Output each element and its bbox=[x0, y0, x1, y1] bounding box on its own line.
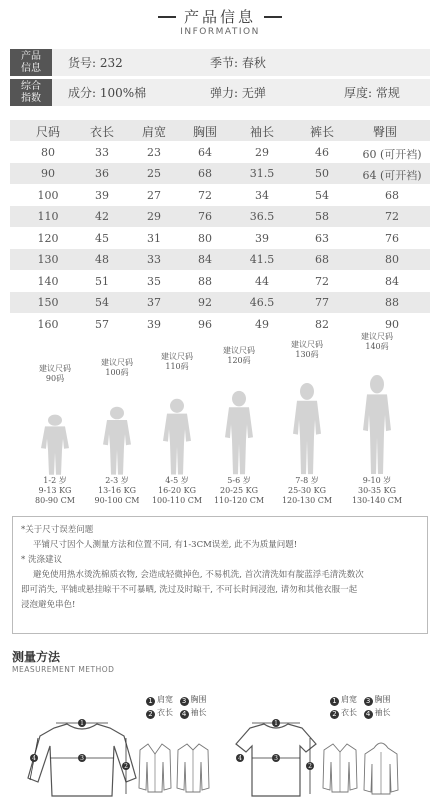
size-table-cell: 37 bbox=[147, 296, 161, 309]
kid-suggest-label: 建议尺码 bbox=[101, 358, 133, 367]
size-table-cell: 96 bbox=[198, 317, 212, 331]
size-table-cell: 72 bbox=[315, 274, 329, 288]
size-table-cell: 48 bbox=[95, 253, 109, 266]
size-table-header-cell: 尺码 bbox=[35, 125, 60, 139]
size-table-cell: 54 bbox=[315, 188, 329, 202]
size-table-cell: 29 bbox=[255, 145, 269, 159]
size-table-cell: 140 bbox=[37, 274, 59, 288]
size-table-cell: 39 bbox=[147, 317, 161, 331]
kid-weight: 20-25 KG bbox=[220, 486, 258, 495]
legend-label: 衣长 bbox=[341, 708, 357, 717]
kid-weight: 25-30 KG bbox=[288, 486, 326, 495]
kid-height: 120-130 CM bbox=[281, 496, 333, 505]
kid-height: 130-140 CM bbox=[351, 496, 403, 505]
size-table-cell: 90 bbox=[41, 167, 55, 180]
svg-text:1: 1 bbox=[274, 720, 278, 727]
size-table-header-cell: 袖长 bbox=[249, 125, 274, 139]
notes-line: *关于尺寸误差问题 bbox=[21, 525, 94, 535]
size-table-cell: 36 bbox=[95, 167, 109, 180]
size-table-cell: 42 bbox=[95, 210, 109, 223]
size-table-cell: 60 (可开裆) bbox=[362, 147, 422, 161]
size-table-row bbox=[10, 142, 430, 163]
kid-age: 5-6 岁 bbox=[227, 476, 251, 485]
kid-size-figure bbox=[20, 364, 90, 506]
measurement-title: 测量方法 bbox=[12, 650, 61, 664]
legend-label: 胸围 bbox=[190, 695, 207, 704]
kid-size-label: 100码 bbox=[105, 368, 129, 377]
kid-suggest-label: 建议尺码 bbox=[39, 364, 71, 373]
notes-line: 即可消失, 平铺或悬挂晾干不可暴晒, 洗过及时晾干, 不可长时间浸泡, 请勿和其他衣服一起 bbox=[21, 585, 358, 595]
size-table-cell: 45 bbox=[95, 231, 109, 245]
size-table-cell: 46.5 bbox=[249, 296, 275, 309]
size-table-cell: 49 bbox=[255, 317, 269, 331]
size-table-cell: 44 bbox=[255, 274, 269, 288]
size-table-cell: 80 bbox=[385, 253, 399, 266]
legend-num: 2 bbox=[146, 710, 155, 719]
size-table-cell: 68 bbox=[315, 253, 329, 266]
child-silhouette-icon bbox=[35, 414, 75, 476]
kid-age: 7-8 岁 bbox=[295, 476, 319, 485]
kid-size-label: 90码 bbox=[45, 374, 65, 383]
kid-size-label: 110码 bbox=[165, 362, 189, 371]
size-table-cell: 54 bbox=[95, 296, 109, 309]
hoodie-icon bbox=[362, 740, 400, 796]
size-table-cell: 72 bbox=[385, 210, 399, 223]
size-table-cell: 63 bbox=[315, 231, 329, 245]
size-table-cell: 36.5 bbox=[249, 210, 275, 223]
size-table-cell: 80 bbox=[198, 231, 212, 245]
legend-short-sleeve bbox=[330, 693, 391, 719]
product-info-tag bbox=[10, 49, 52, 76]
svg-text:3: 3 bbox=[274, 755, 278, 762]
legend-label: 肩宽 bbox=[341, 695, 357, 704]
kid-age: 9-10 岁 bbox=[362, 476, 392, 485]
size-table-cell: 160 bbox=[37, 317, 59, 331]
child-silhouette-icon bbox=[157, 398, 197, 476]
legend-num: 4 bbox=[180, 710, 189, 719]
kid-height: 110-120 CM bbox=[213, 496, 265, 505]
size-table-cell: 51 bbox=[95, 274, 109, 288]
size-table-cell: 80 bbox=[41, 145, 55, 159]
header-subtitle: INFORMATION bbox=[180, 27, 260, 37]
coat-icon bbox=[322, 742, 358, 794]
legend-label: 袖长 bbox=[190, 708, 207, 717]
notes-line: 浸泡避免串色! bbox=[21, 600, 76, 610]
size-table-row bbox=[10, 249, 430, 270]
kid-weight: 16-20 KG bbox=[158, 486, 196, 495]
kid-weight: 9-13 KG bbox=[38, 486, 72, 495]
legend-num: 2 bbox=[330, 710, 339, 719]
svg-text:4: 4 bbox=[238, 755, 242, 762]
child-silhouette-icon bbox=[357, 374, 397, 476]
size-table-cell: 27 bbox=[147, 188, 161, 202]
material-value: 成分: 100%棉 bbox=[68, 86, 147, 100]
kid-height: 90-100 CM bbox=[94, 496, 140, 505]
kid-suggest-label: 建议尺码 bbox=[361, 332, 393, 341]
size-table-cell: 76 bbox=[198, 210, 212, 223]
size-table-row bbox=[10, 228, 430, 249]
size-table-cell: 29 bbox=[147, 210, 161, 223]
legend-label: 衣长 bbox=[157, 708, 173, 717]
kid-size-figure bbox=[272, 340, 342, 506]
product-info-row bbox=[10, 49, 430, 76]
jacket-icon bbox=[138, 742, 172, 794]
kid-suggest-label: 建议尺码 bbox=[291, 340, 323, 349]
size-table-cell: 25 bbox=[147, 167, 161, 180]
product-info-tag-label: 产品 信息 bbox=[21, 51, 41, 74]
size-table-row bbox=[10, 292, 430, 313]
care-notes bbox=[12, 516, 428, 634]
composite-index-tag-label: 综合 指数 bbox=[21, 81, 41, 104]
size-table-cell: 77 bbox=[315, 296, 329, 309]
size-table-row bbox=[10, 185, 430, 206]
size-table-cell: 50 bbox=[315, 167, 329, 180]
size-table-cell: 82 bbox=[315, 317, 329, 331]
size-table-cell: 23 bbox=[147, 145, 161, 159]
size-table-header-cell: 肩宽 bbox=[141, 125, 166, 139]
size-table-cell: 84 bbox=[385, 274, 399, 288]
kid-age: 1-2 岁 bbox=[43, 476, 67, 485]
size-table-cell: 41.5 bbox=[249, 253, 275, 266]
size-table-cell: 33 bbox=[95, 145, 109, 159]
size-table-cell: 130 bbox=[37, 253, 59, 266]
kid-size-label: 130码 bbox=[295, 350, 319, 359]
size-table-header-cell: 臀围 bbox=[372, 125, 397, 139]
kid-suggest-label: 建议尺码 bbox=[161, 352, 193, 361]
size-table-cell: 64 bbox=[198, 145, 212, 159]
legend-long-sleeve bbox=[146, 693, 207, 719]
kid-height: 80-90 CM bbox=[35, 496, 75, 505]
size-table-cell: 64 (可开裆) bbox=[362, 169, 422, 182]
size-table-cell: 34 bbox=[255, 188, 269, 202]
size-table-cell: 39 bbox=[255, 231, 269, 245]
size-table-row bbox=[10, 163, 430, 184]
size-table-cell: 72 bbox=[198, 188, 212, 202]
size-table-header bbox=[10, 120, 430, 141]
notes-line: * 洗涤建议 bbox=[21, 555, 62, 565]
kid-size-figure bbox=[204, 346, 274, 506]
measurement-subtitle: MEASUREMENT METHOD bbox=[12, 665, 115, 674]
size-table-cell: 39 bbox=[95, 188, 109, 202]
size-table-cell: 33 bbox=[147, 253, 161, 266]
shirt-icon bbox=[176, 742, 210, 794]
svg-text:4: 4 bbox=[32, 755, 36, 762]
sku-value: 货号: 232 bbox=[68, 56, 123, 70]
size-table-cell: 92 bbox=[198, 296, 212, 309]
notes-line: 平铺尺寸因个人测量方法和位置不同, 有1-3CM误差, 此不为质量问题! bbox=[33, 540, 298, 550]
svg-text:1: 1 bbox=[80, 720, 84, 727]
svg-text:3: 3 bbox=[80, 755, 84, 762]
header-title: 产品信息 bbox=[183, 8, 256, 26]
size-table-header-cell: 裤长 bbox=[309, 125, 334, 139]
size-table-cell: 68 bbox=[198, 167, 212, 180]
thickness-value: 厚度: 常规 bbox=[344, 86, 400, 100]
kid-age: 4-5 岁 bbox=[165, 476, 189, 485]
kid-size-figure bbox=[142, 352, 212, 506]
legend-label: 袖长 bbox=[374, 708, 391, 717]
kid-suggest-label: 建议尺码 bbox=[223, 346, 255, 355]
legend-num: 1 bbox=[146, 697, 155, 706]
size-table-header-cell: 胸围 bbox=[192, 125, 217, 139]
kid-weight: 13-16 KG bbox=[98, 486, 136, 495]
child-silhouette-icon bbox=[287, 382, 327, 476]
svg-text:2: 2 bbox=[308, 763, 312, 770]
long-sleeve-diagram bbox=[22, 718, 142, 798]
size-table-cell: 100 bbox=[37, 188, 59, 202]
composite-index-tag bbox=[10, 79, 52, 106]
size-table-cell: 84 bbox=[198, 253, 212, 266]
season-value: 季节: 春秋 bbox=[210, 56, 266, 70]
kid-size-label: 140码 bbox=[365, 342, 389, 351]
size-table-cell: 46 bbox=[315, 145, 329, 159]
size-table-cell: 31.5 bbox=[249, 167, 275, 180]
header-right-line bbox=[264, 16, 282, 18]
size-table-cell: 57 bbox=[95, 317, 109, 331]
legend-label: 胸围 bbox=[374, 695, 391, 704]
info-header bbox=[0, 4, 440, 40]
legend-num: 3 bbox=[364, 697, 373, 706]
size-table-header-cell: 衣长 bbox=[89, 125, 114, 139]
size-table-cell: 110 bbox=[37, 210, 59, 223]
size-table-cell: 58 bbox=[315, 210, 329, 223]
legend-num: 4 bbox=[364, 710, 373, 719]
child-silhouette-icon bbox=[97, 406, 137, 476]
composite-index-row bbox=[10, 79, 430, 106]
legend-num: 3 bbox=[180, 697, 189, 706]
size-table-cell: 88 bbox=[385, 296, 399, 309]
size-table-cell: 90 bbox=[385, 317, 399, 331]
kid-weight: 30-35 KG bbox=[358, 486, 396, 495]
kid-size-figure bbox=[342, 332, 412, 506]
notes-line: 避免使用热水烫洗棉质衣物, 会造成轻微掉色, 不易机洗, 首次清洗如有靛蓝浮毛清洗数次 bbox=[33, 570, 364, 580]
legend-label: 肩宽 bbox=[157, 695, 173, 704]
size-table-cell: 88 bbox=[198, 274, 212, 288]
kid-height: 100-110 CM bbox=[151, 496, 203, 505]
size-table-cell: 120 bbox=[37, 231, 59, 245]
kid-size-label: 120码 bbox=[227, 356, 251, 365]
size-table-cell: 68 bbox=[385, 188, 399, 202]
size-table-cell: 150 bbox=[37, 296, 59, 309]
child-silhouette-icon bbox=[219, 390, 259, 476]
size-table-row bbox=[10, 206, 430, 227]
elasticity-value: 弹力: 无弹 bbox=[210, 86, 266, 100]
legend-num: 1 bbox=[330, 697, 339, 706]
kid-age: 2-3 岁 bbox=[105, 476, 129, 485]
svg-text:2: 2 bbox=[124, 763, 128, 770]
size-table-cell: 31 bbox=[147, 231, 161, 245]
size-table-cell: 76 bbox=[385, 231, 399, 245]
short-sleeve-diagram bbox=[226, 718, 326, 798]
size-table-cell: 35 bbox=[147, 274, 161, 288]
size-table-row bbox=[10, 271, 430, 292]
